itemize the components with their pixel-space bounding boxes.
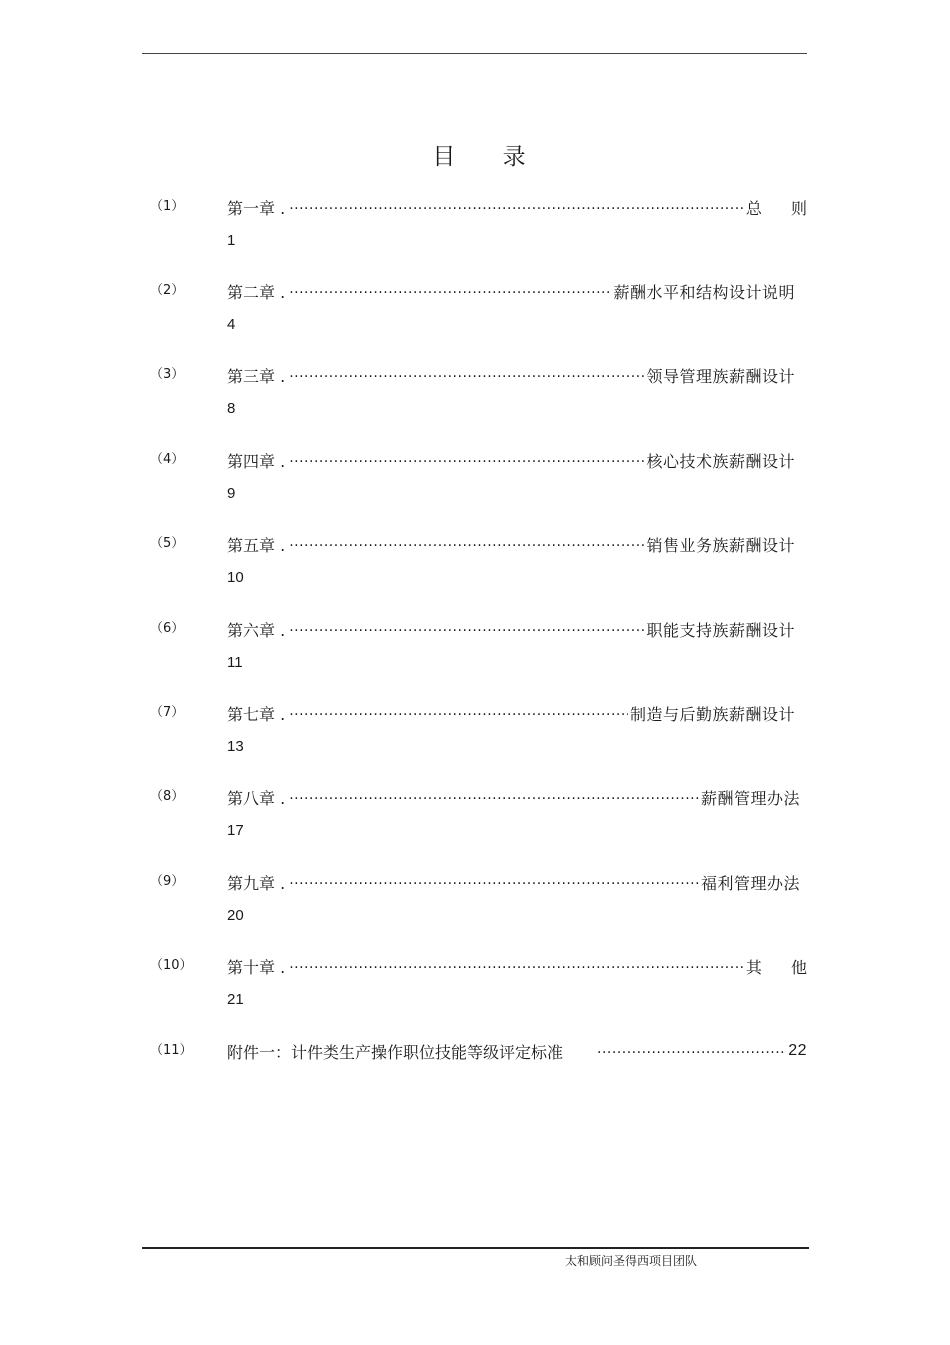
entry-line xyxy=(227,364,795,386)
entry-number: （2） xyxy=(150,283,185,298)
chapter-title: 薪酬管理办法 xyxy=(700,788,800,808)
header-rule xyxy=(142,53,807,54)
chapter-title: 制造与后勤族薪酬设计 xyxy=(629,704,795,724)
appendix-page-number: 22 xyxy=(788,1042,807,1059)
chapter-title: 薪酬水平和结构设计说明 xyxy=(613,282,795,302)
toc-entry[interactable] xyxy=(0,196,950,280)
leader-dots xyxy=(289,365,644,381)
leader-dots xyxy=(289,534,644,550)
entry-number: （5） xyxy=(150,536,185,551)
entry-line xyxy=(227,1040,807,1062)
chapter-title: 福利管理办法 xyxy=(700,873,800,893)
toc-entry[interactable] xyxy=(0,955,950,1039)
chapter-title: 销售业务族薪酬设计 xyxy=(646,535,795,555)
toc-entry[interactable] xyxy=(0,280,950,364)
entry-number: （10） xyxy=(150,958,193,973)
appendix-label: 附件一：计件类生产操作职位技能等级评定标准 xyxy=(227,1042,564,1062)
entry-line xyxy=(227,196,819,218)
entry-line xyxy=(227,786,800,808)
chapter-label: 第七章 . xyxy=(227,704,286,724)
entry-number: （9） xyxy=(150,874,185,889)
chapter-title: 总 则 xyxy=(745,198,819,218)
toc-entry[interactable] xyxy=(0,364,950,448)
chapter-title: 其 他 xyxy=(745,957,819,977)
entry-number: （3） xyxy=(150,367,185,382)
entry-number: （1） xyxy=(150,199,185,214)
entry-number: （7） xyxy=(150,705,185,720)
chapter-label: 第四章 . xyxy=(227,451,286,471)
chapter-label: 第十章 . xyxy=(227,957,286,977)
entry-line xyxy=(227,955,819,977)
footer-rule xyxy=(142,1247,809,1249)
page-number: 17 xyxy=(227,822,244,839)
leader-dots xyxy=(289,197,744,213)
page-number: 21 xyxy=(227,991,244,1008)
chapter-label: 第九章 . xyxy=(227,873,286,893)
chapter-label: 第一章 . xyxy=(227,198,286,218)
page-number: 11 xyxy=(227,654,243,671)
page-number: 9 xyxy=(227,485,236,502)
leader-dots xyxy=(289,281,611,297)
toc-entry[interactable] xyxy=(0,618,950,702)
toc-entry[interactable] xyxy=(0,702,950,786)
entry-line xyxy=(227,871,800,893)
page-number: 20 xyxy=(227,907,244,924)
entry-number: （4） xyxy=(150,452,185,467)
page-number: 10 xyxy=(227,569,244,586)
chapter-label: 第八章 . xyxy=(227,788,286,808)
chapter-label: 第六章 . xyxy=(227,620,286,640)
leader-dots xyxy=(289,703,628,719)
page-number: 13 xyxy=(227,738,244,755)
entry-number: （8） xyxy=(150,789,185,804)
entry-number: （6） xyxy=(150,621,185,636)
entry-line xyxy=(227,280,795,302)
chapter-title: 领导管理族薪酬设计 xyxy=(646,366,795,386)
chapter-title: 职能支持族薪酬设计 xyxy=(646,620,795,640)
entry-line xyxy=(227,533,795,555)
toc-entry[interactable] xyxy=(0,786,950,870)
chapter-label: 第二章 . xyxy=(227,282,286,302)
entry-line xyxy=(227,702,795,724)
leader-dots xyxy=(289,872,699,888)
leader-dots xyxy=(289,787,699,803)
entry-number: （11） xyxy=(150,1043,193,1058)
chapter-label: 第三章 . xyxy=(227,366,286,386)
toc-title: 目 录 xyxy=(432,144,546,170)
chapter-label: 第五章 . xyxy=(227,535,286,555)
toc-entry[interactable] xyxy=(0,533,950,617)
leader-dots xyxy=(289,619,644,635)
entry-line xyxy=(227,618,795,640)
page-number: 1 xyxy=(227,232,236,249)
leader-dots xyxy=(597,1041,786,1057)
page-number: 4 xyxy=(227,316,236,333)
leader-dots xyxy=(289,450,644,466)
toc-entry[interactable] xyxy=(0,449,950,533)
toc-appendix-entry[interactable] xyxy=(0,1040,950,1070)
chapter-title: 核心技术族薪酬设计 xyxy=(646,451,795,471)
page-number: 8 xyxy=(227,400,236,417)
leader-dots xyxy=(289,956,744,972)
entry-line xyxy=(227,449,795,471)
footer-text: 太和顾问圣得西项目团队 xyxy=(565,1254,698,1268)
toc-entry[interactable] xyxy=(0,871,950,955)
